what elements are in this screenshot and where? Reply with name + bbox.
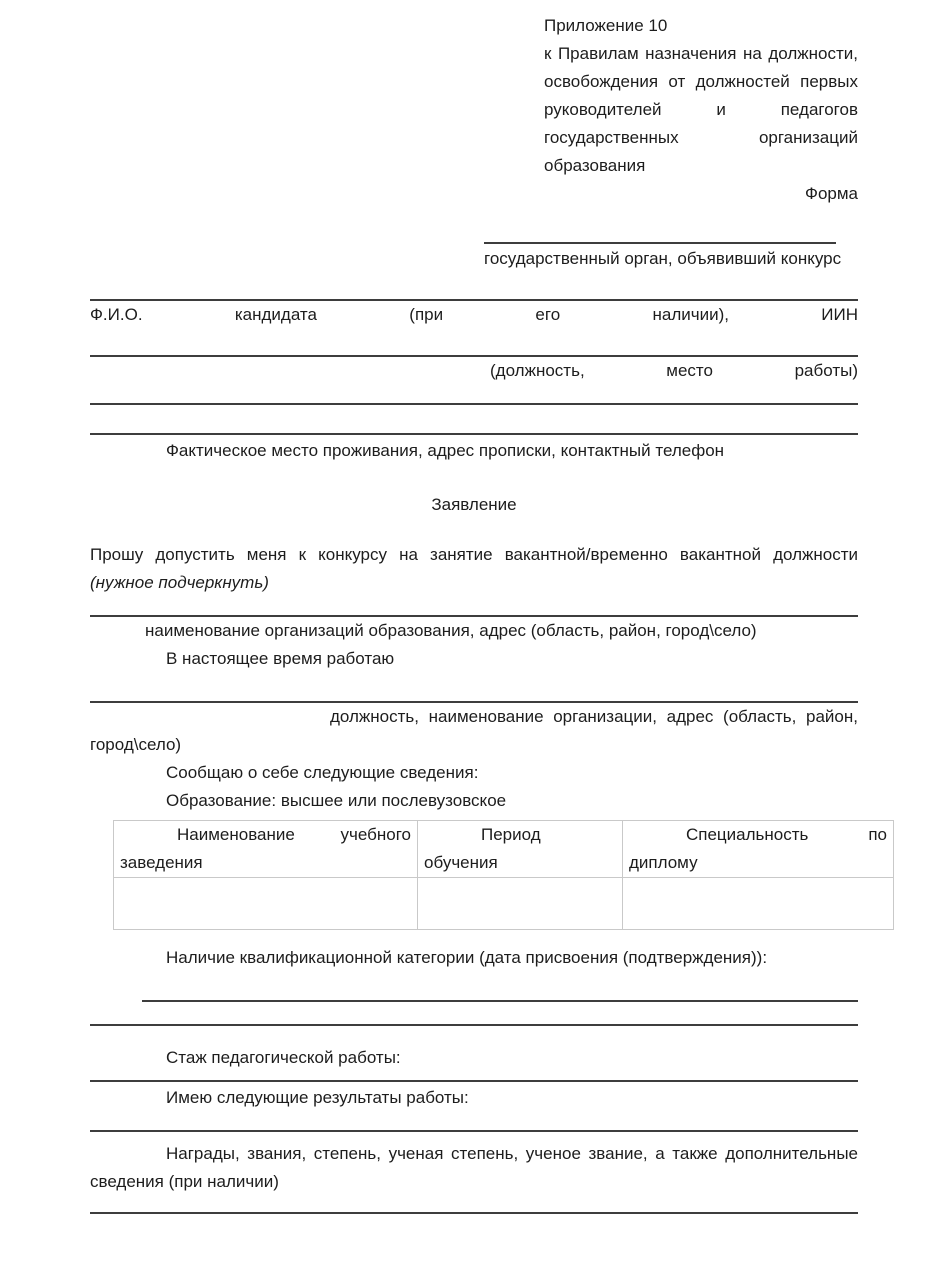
issuer-caption: государственный орган, объявивший конкурс: [484, 249, 842, 268]
education-table-header-period: Период обучения: [418, 821, 623, 878]
work-caption: должность, наименование организации, адрес (область, район, город\село): [90, 707, 858, 754]
position-caption: (должность, место работы): [490, 361, 858, 380]
request-text: Прошу допустить меня к конкурсу на занятие вакантной/временно вакантной должности: [90, 545, 858, 564]
education-table-header-specialty: Специальность по диплому: [623, 821, 894, 878]
qualification-label: Наличие квалификационной категории (дата присвоения (подтверждения)):: [166, 948, 768, 967]
appendix-paragraph: к Правилам назначения на должности, освобождения от должностей первых руководителей и педагогов государственных организаций образования: [544, 44, 858, 175]
education-table-cell-institution: [114, 878, 418, 930]
education-table-cell-period: [418, 878, 623, 930]
qualification-fill-line-2: [90, 1024, 858, 1026]
current-work-label: В настоящее время работаю: [166, 649, 395, 668]
awards-fill-line: [90, 1212, 858, 1214]
appendix-header-block: [484, 12, 858, 273]
results-label: Имею следующие результаты работы:: [166, 1088, 469, 1107]
issuer-fill-line: [484, 222, 836, 244]
experience-fill-line: [90, 1080, 858, 1082]
address-caption: Фактическое место проживания, адрес прописки, контактный телефон: [166, 441, 725, 460]
address-fill-line-1: [90, 403, 858, 405]
address-fill-line-2: [90, 433, 858, 435]
education-table-header-institution: Наименование учебного заведения: [114, 821, 418, 878]
education-table: [113, 820, 894, 930]
application-title: Заявление: [431, 495, 517, 514]
experience-label: Стаж педагогической работы:: [166, 1048, 401, 1067]
education-label: Образование: высшее или послевузовское: [166, 791, 507, 810]
underline-note: (нужное подчеркнуть): [90, 573, 269, 592]
qualification-fill-line-1: [142, 1000, 858, 1002]
appendix-title: Приложение 10: [544, 16, 668, 35]
org-caption: наименование организаций образования, адрес (область, район, город\село): [145, 621, 757, 640]
education-table-cell-specialty: [623, 878, 894, 930]
fio-caption: Ф.И.О. кандидата (при его наличии), ИИН: [90, 305, 858, 324]
info-intro: Сообщаю о себе следующие сведения:: [166, 763, 479, 782]
form-type-label: Форма: [805, 184, 858, 203]
education-table-header-row: [114, 821, 894, 878]
results-fill-line: [90, 1130, 858, 1132]
education-table-empty-row: [114, 878, 894, 930]
awards-label: Награды, звания, степень, ученая степень, ученое звание, а также дополнительные сведения (при наличии): [90, 1144, 858, 1191]
